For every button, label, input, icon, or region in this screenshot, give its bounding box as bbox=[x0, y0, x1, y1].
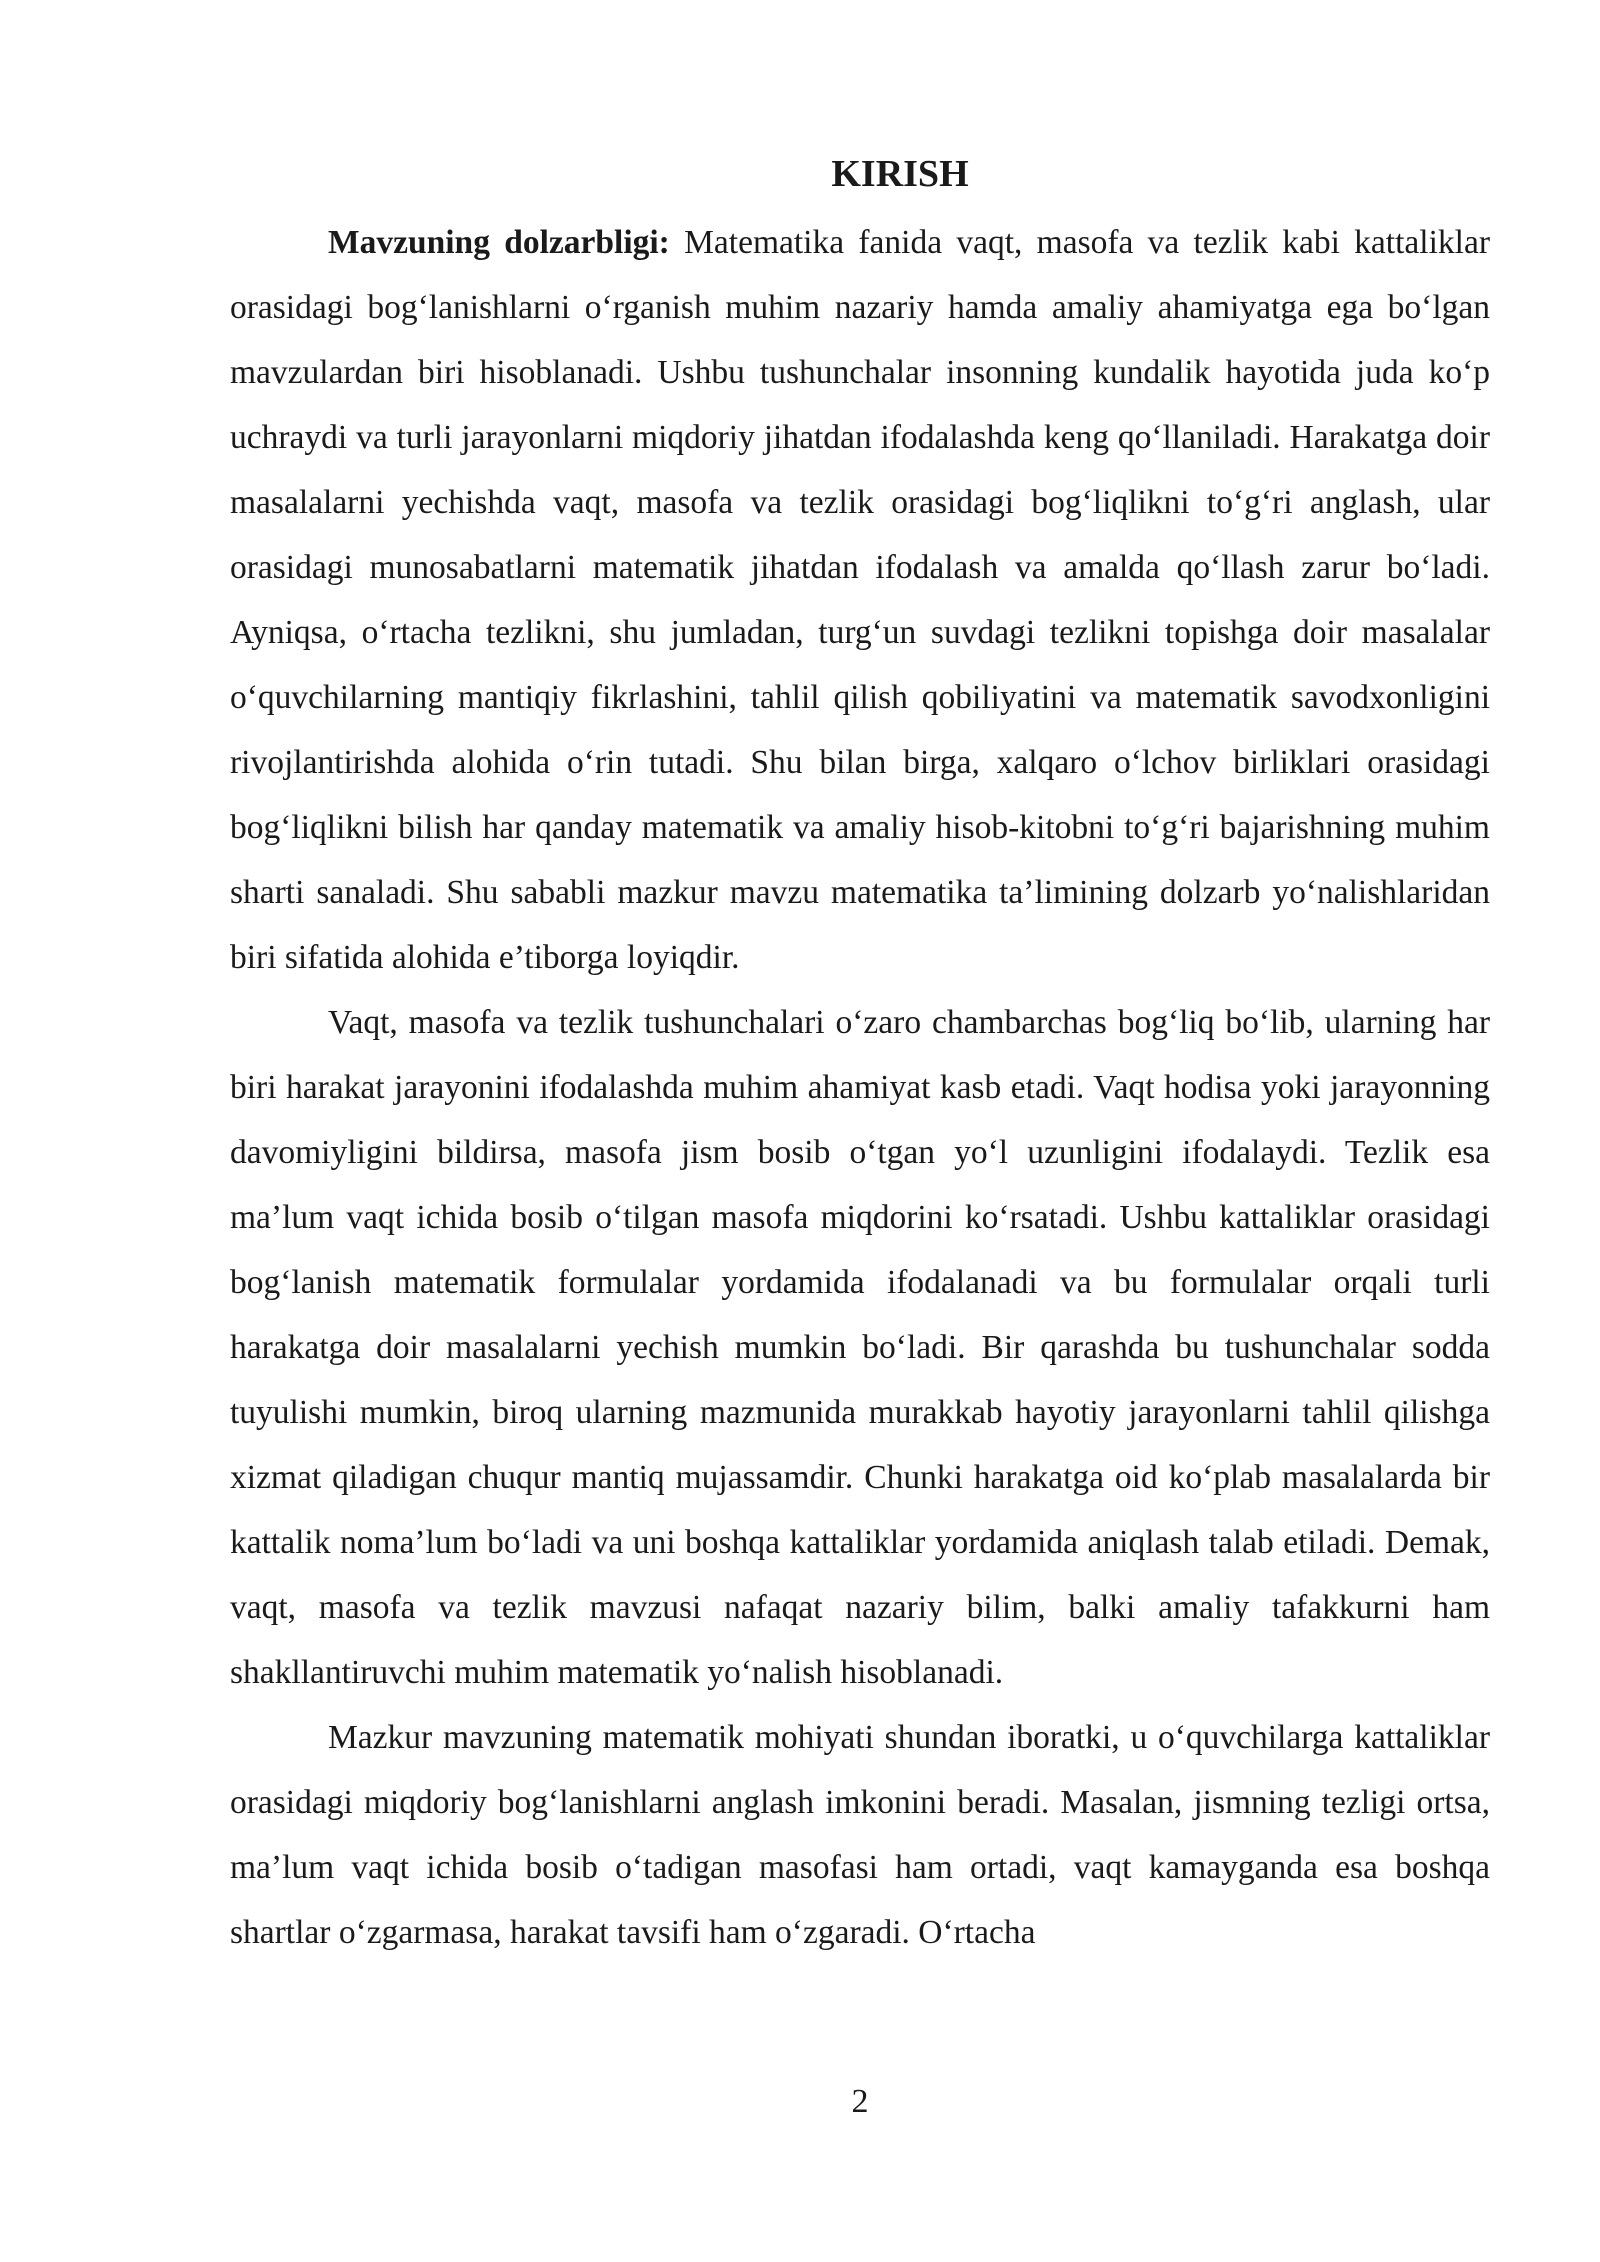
paragraph-text: Vaqt, masofa va tezlik tushunchalari o‘zaro chambarchas bog‘liq bo‘lib, ularning har biri harakat jarayonini ifodalashda muhim ahamiyat kasb etadi. Vaqt hodisa yoki jarayonning davomiyligini bildirsa, masofa jism bosib o‘tgan yo‘l uzunligini ifodalaydi. Tezlik esa ma’lum vaqt ichida bosib o‘tilgan masofa miqdorini ko‘rsatadi. Ushbu kattaliklar orasidagi bog‘lanish matematik formulalar yordamida ifodalanadi va bu formulalar orqali turli harakatga doir masalalarni yechish mumkin bo‘ladi. Bir qarashda bu tushunchalar sodda tuyulishi mumkin, biroq ularning mazmunida murakkab hayotiy jarayonlarni tahlil qilishga xizmat qiladigan chuqur mantiq mujassamdir. Chunki harakatga oid ko‘plab masalalarda bir kattalik noma’lum bo‘ladi va uni boshqa kattaliklar yordamida aniqlash talab etiladi. Demak, vaqt, masofa va tezlik mavzusi nafaqat nazariy bilim, balki amaliy tafakkurni ham shakllantiruvchi muhim matematik yo‘nalish hisoblanadi. bbox=[230, 1004, 1490, 1691]
paragraph-essence bbox=[230, 1705, 1490, 1965]
paragraph-concepts bbox=[230, 990, 1490, 1705]
page-number: 2 bbox=[851, 2083, 869, 2120]
paragraph-relevance bbox=[230, 210, 1490, 990]
paragraph-text: Mazkur mavzuning matematik mohiyati shundan iboratki, u o‘quvchilarga kattaliklar orasidagi miqdoriy bog‘lanishlarni anglash imkonini beradi. Masalan, jismning tezligi ortsa, ma’lum vaqt ichida bosib o‘tadigan masofasi ham ortadi, vaqt kamayganda esa boshqa shartlar o‘zgarmasa, harakat tavsifi ham o‘zgaradi. O‘rtacha bbox=[230, 1719, 1490, 1951]
paragraph-text: Matematika fanida vaqt, masofa va tezlik kabi kattaliklar orasidagi bog‘lanishlarni o‘rganish muhim nazariy hamda amaliy ahamiyatga ega bo‘lgan mavzulardan biri hisoblanadi. Ushbu tushunchalar insonning kundalik hayotida juda ko‘p uchraydi va turli jarayonlarni miqdoriy jihatdan ifodalashda keng qo‘llaniladi. Harakatga doir masalalarni yechishda vaqt, masofa va tezlik orasidagi bog‘liqlikni to‘g‘ri anglash, ular orasidagi munosabatlarni matematik jihatdan ifodalash va amalda qo‘llash zarur bo‘ladi. Ayniqsa, o‘rtacha tezlikni, shu jumladan, turg‘un suvdagi tezlikni topishga doir masalalar o‘quvchilarning mantiqiy fikrlashini, tahlil qilish qobiliyatini va matematik savodxonligini rivojlantirishda alohida o‘rin tutadi. Shu bilan birga, xalqaro o‘lchov birliklari orasidagi bog‘liqlikni bilish har qanday matematik va amaliy hisob-kitobni to‘g‘ri bajarishning muhim sharti sanaladi. Shu sababli mazkur mavzu matematika ta’limining dolzarb yo‘nalishlaridan biri sifatida alohida e’tiborga loyiqdir. bbox=[230, 224, 1490, 976]
section-heading: KIRISH bbox=[831, 153, 969, 195]
paragraph-lead: Mavzuning dolzarbligi: bbox=[328, 224, 670, 261]
body-text bbox=[230, 210, 1490, 1965]
